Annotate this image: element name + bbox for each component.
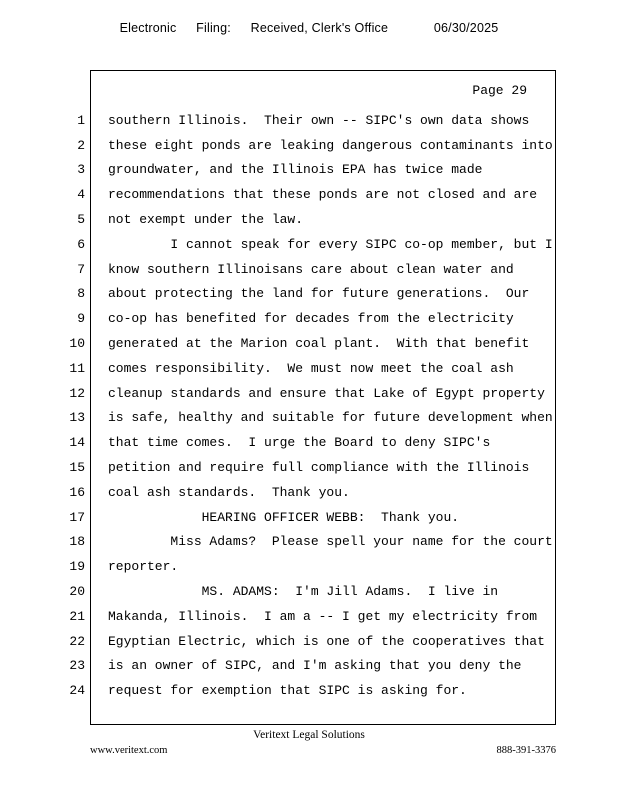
line-text: Miss Adams? Please spell your name for the court bbox=[108, 534, 553, 550]
transcript-line bbox=[55, 182, 560, 207]
line-text: generated at the Marion coal plant. With that benefit bbox=[108, 336, 530, 352]
filing-stamp-word2: Filing: bbox=[196, 21, 231, 35]
line-text: request for exemption that SIPC is asking for. bbox=[108, 683, 467, 699]
line-text: know southern Illinoisans care about clean water and bbox=[108, 261, 514, 277]
line-number: 19 bbox=[69, 559, 85, 575]
transcript-line bbox=[55, 406, 560, 431]
line-number: 18 bbox=[69, 534, 85, 550]
line-text: these eight ponds are leaking dangerous contaminants into bbox=[108, 137, 553, 153]
line-text: HEARING OFFICER WEBB: Thank you. bbox=[108, 509, 460, 525]
transcript-line bbox=[55, 480, 560, 505]
line-text: I cannot speak for every SIPC co-op member, but I bbox=[108, 236, 553, 252]
footer-phone-number: 888-391-3376 bbox=[496, 745, 556, 756]
transcript-line bbox=[55, 629, 560, 654]
line-text: southern Illinois. Their own -- SIPC's own data shows bbox=[108, 112, 530, 128]
transcript-line bbox=[55, 356, 560, 381]
line-number: 14 bbox=[69, 435, 85, 451]
transcript-line bbox=[55, 455, 560, 480]
transcript-line bbox=[55, 505, 560, 530]
line-number: 6 bbox=[77, 236, 85, 252]
line-number: 11 bbox=[69, 360, 85, 376]
line-number: 23 bbox=[69, 658, 85, 674]
line-number: 1 bbox=[77, 112, 85, 128]
transcript-line bbox=[55, 554, 560, 579]
line-text: groundwater, and the Illinois EPA has twice made bbox=[108, 162, 483, 178]
transcript-line bbox=[55, 108, 560, 133]
transcript-line bbox=[55, 306, 560, 331]
transcript-line bbox=[55, 604, 560, 629]
filing-stamp bbox=[0, 21, 618, 35]
transcript-line bbox=[55, 654, 560, 679]
line-text: reporter. bbox=[108, 559, 179, 575]
page-number-label: Page 29 bbox=[472, 83, 527, 98]
line-text: that time comes. I urge the Board to deny SIPC's bbox=[108, 435, 491, 451]
line-number: 3 bbox=[77, 162, 85, 178]
filing-stamp-date: 06/30/2025 bbox=[433, 21, 499, 35]
line-number: 8 bbox=[77, 286, 85, 302]
line-number: 16 bbox=[69, 484, 85, 500]
line-text: is an owner of SIPC, and I'm asking that you deny the bbox=[108, 658, 522, 674]
line-text: Egyptian Electric, which is one of the cooperatives that bbox=[108, 633, 545, 649]
filing-stamp-status: Received, Clerk's Office bbox=[250, 21, 389, 35]
line-number: 20 bbox=[69, 584, 85, 600]
transcript-line bbox=[55, 381, 560, 406]
line-text: not exempt under the law. bbox=[108, 212, 304, 228]
line-number: 9 bbox=[77, 311, 85, 327]
transcript-line bbox=[55, 282, 560, 307]
line-text: petition and require full compliance with the Illinois bbox=[108, 460, 530, 476]
footer-website: www.veritext.com bbox=[90, 745, 168, 756]
line-number: 5 bbox=[77, 212, 85, 228]
filing-stamp-word1: Electronic bbox=[119, 21, 177, 35]
line-text: about protecting the land for future generations. Our bbox=[108, 286, 530, 302]
line-number: 15 bbox=[69, 460, 85, 476]
footer-company-name: Veritext Legal Solutions bbox=[253, 729, 365, 741]
line-text: is safe, healthy and suitable for future development when bbox=[108, 410, 553, 426]
line-number: 13 bbox=[69, 410, 85, 426]
line-number: 2 bbox=[77, 137, 85, 153]
line-text: comes responsibility. We must now meet the coal ash bbox=[108, 360, 514, 376]
line-number: 22 bbox=[69, 633, 85, 649]
transcript-line bbox=[55, 579, 560, 604]
line-number: 12 bbox=[69, 385, 85, 401]
transcript-line bbox=[55, 158, 560, 183]
transcript-line bbox=[55, 678, 560, 703]
transcript-line bbox=[55, 331, 560, 356]
transcript-line bbox=[55, 207, 560, 232]
transcript-line bbox=[55, 257, 560, 282]
transcript-line bbox=[55, 430, 560, 455]
line-text: Makanda, Illinois. I am a -- I get my electricity from bbox=[108, 608, 538, 624]
line-number: 17 bbox=[69, 509, 85, 525]
line-text: MS. ADAMS: I'm Jill Adams. I live in bbox=[108, 584, 499, 600]
transcript-lines bbox=[55, 108, 560, 703]
line-text: recommendations that these ponds are not closed and are bbox=[108, 187, 538, 203]
transcript-line bbox=[55, 133, 560, 158]
line-number: 10 bbox=[69, 336, 85, 352]
line-text: cleanup standards and ensure that Lake of Egypt property bbox=[108, 385, 545, 401]
line-number: 7 bbox=[77, 261, 85, 277]
transcript-line bbox=[55, 530, 560, 555]
line-text: co-op has benefited for decades from the electricity bbox=[108, 311, 514, 327]
line-number: 4 bbox=[77, 187, 85, 203]
line-text: coal ash standards. Thank you. bbox=[108, 484, 350, 500]
transcript-line bbox=[55, 232, 560, 257]
line-number: 21 bbox=[69, 608, 85, 624]
line-number: 24 bbox=[69, 683, 85, 699]
